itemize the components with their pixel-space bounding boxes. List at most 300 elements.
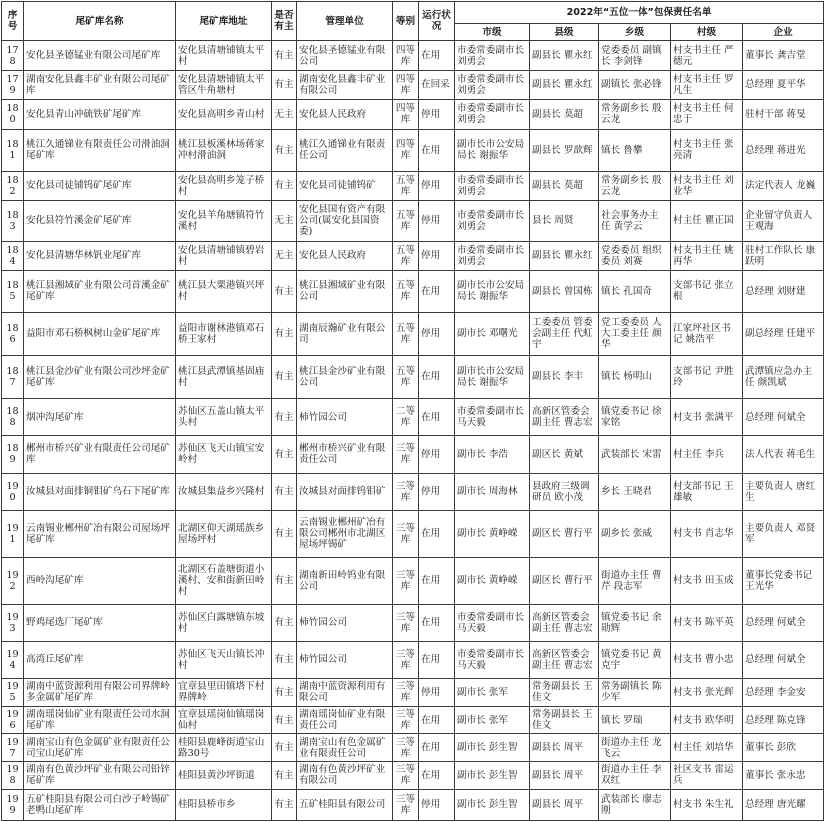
cell-name: 高湾丘尾矿库 xyxy=(24,641,176,678)
cell-township: 乡长 王晓君 xyxy=(599,473,671,510)
cell-township: 党委委员 副镇长 李剑锋 xyxy=(599,41,671,71)
cell-county: 工委委员 管委会副主任 代虹宇 xyxy=(530,312,599,355)
cell-city: 市委常委副市长 刘勇会 xyxy=(455,200,530,241)
cell-owner: 有主 xyxy=(272,604,297,641)
cell-status: 停用 xyxy=(419,789,455,820)
cell-township: 街道办主任 龙飞云 xyxy=(599,734,671,762)
table-row xyxy=(2,510,824,557)
cell-status: 在回采 xyxy=(419,71,455,100)
cell-grade: 三等库 xyxy=(393,734,419,762)
cell-village: 村主任 李兵 xyxy=(671,436,743,473)
col-header-seq: 序号 xyxy=(2,2,24,41)
cell-name: 安化县青山冲硫铁矿尾矿库 xyxy=(24,99,176,129)
cell-owner: 有主 xyxy=(272,679,297,707)
cell-county: 副县长 曾国栋 xyxy=(530,270,599,312)
cell-city: 副市长市公安局局长 谢振华 xyxy=(455,129,530,171)
cell-township: 镇长 孔国奇 xyxy=(599,270,671,312)
cell-county: 县长 周贤 xyxy=(530,200,599,241)
cell-seq: 187 xyxy=(2,355,24,398)
cell-address: 桂阳县黄沙坪街道 xyxy=(176,762,272,790)
cell-county: 副县长 瞿永红 xyxy=(530,41,599,71)
cell-status: 停用 xyxy=(419,99,455,129)
cell-seq: 184 xyxy=(2,241,24,270)
table-row xyxy=(2,604,824,641)
cell-status: 在用 xyxy=(419,399,455,436)
cell-owner: 有主 xyxy=(272,706,297,734)
cell-owner: 无主 xyxy=(272,99,297,129)
cell-village: 村支书 张光辉 xyxy=(671,679,743,707)
table-body xyxy=(2,41,824,821)
cell-address: 安化县清塘铺镇太平管区牛角塘村 xyxy=(176,71,272,100)
cell-township: 镇党委书记 徐家铭 xyxy=(599,399,671,436)
cell-county: 副区长 曹行平 xyxy=(530,510,599,557)
table-row xyxy=(2,41,824,71)
cell-grade: 三等库 xyxy=(393,789,419,820)
cell-address: 苏仙区飞天山镇长冲村 xyxy=(176,641,272,678)
cell-village: 村支书主任 罗凡生 xyxy=(671,71,743,100)
cell-city: 副市长 彭生智 xyxy=(455,734,530,762)
cell-name: 安化县圣德锰业有限公司尾矿库 xyxy=(24,41,176,71)
cell-mgmt: 湖南有色黄沙坪矿业有限公司 xyxy=(297,762,393,790)
cell-city: 副市长 张军 xyxy=(455,679,530,707)
table-row xyxy=(2,312,824,355)
cell-grade: 五等库 xyxy=(393,312,419,355)
cell-city: 市委常委副市长 刘勇会 xyxy=(455,99,530,129)
cell-owner: 有主 xyxy=(272,510,297,557)
cell-status: 在用 xyxy=(419,41,455,71)
cell-status: 停用 xyxy=(419,436,455,473)
cell-seq: 179 xyxy=(2,71,24,100)
cell-enterprise: 法定代表人 龙巍 xyxy=(743,171,824,200)
cell-enterprise: 董事长 龚吉堂 xyxy=(743,41,824,71)
cell-owner: 有主 xyxy=(272,789,297,820)
cell-county: 副区长 黄斌 xyxy=(530,436,599,473)
cell-mgmt: 柿竹园公司 xyxy=(297,641,393,678)
cell-seq: 195 xyxy=(2,679,24,707)
col-header-name: 尾矿库名称 xyxy=(24,2,176,41)
col-header-owner: 是否有主 xyxy=(272,2,297,41)
cell-enterprise: 总经理 何斌全 xyxy=(743,604,824,641)
cell-grade: 三等库 xyxy=(393,510,419,557)
cell-grade: 三等库 xyxy=(393,436,419,473)
cell-grade: 五等库 xyxy=(393,270,419,312)
cell-city: 副市长 张军 xyxy=(455,706,530,734)
cell-grade: 五等库 xyxy=(393,355,419,398)
col-header-status: 运行状况 xyxy=(419,2,455,41)
cell-seq: 198 xyxy=(2,762,24,790)
table-row xyxy=(2,355,824,398)
cell-seq: 181 xyxy=(2,129,24,171)
table-row xyxy=(2,557,824,604)
cell-name: 野鸡尾选厂尾矿库 xyxy=(24,604,176,641)
cell-status: 在用 xyxy=(419,604,455,641)
cell-mgmt: 湖南中蓝资源利用有限公司 xyxy=(297,679,393,707)
cell-village: 村支书 朱生礼 xyxy=(671,789,743,820)
cell-address: 桂阳县鹿峰街道宝山路30号 xyxy=(176,734,272,762)
cell-address: 苏仙区白露塘镇东坡村 xyxy=(176,604,272,641)
cell-grade: 四等库 xyxy=(393,71,419,100)
table-row xyxy=(2,71,824,100)
cell-grade: 三等库 xyxy=(393,641,419,678)
cell-name: 郴州市桥兴矿业有限责任公司尾矿库 xyxy=(24,436,176,473)
cell-seq: 180 xyxy=(2,99,24,129)
cell-name: 桃江县湘域矿业有限公司首溪金矿尾矿库 xyxy=(24,270,176,312)
col-header-village: 村级 xyxy=(671,24,743,41)
cell-township: 武装部长 宋雷 xyxy=(599,436,671,473)
cell-county: 副县长 周平 xyxy=(530,734,599,762)
cell-county: 副县长 周平 xyxy=(530,789,599,820)
cell-township: 街道办主任 李双红 xyxy=(599,762,671,790)
cell-mgmt: 湖南瑶岗仙矿业有限责任公司 xyxy=(297,706,393,734)
cell-city: 市委常委副市长 马天毅 xyxy=(455,641,530,678)
cell-village: 村支书主任 严德元 xyxy=(671,41,743,71)
cell-township: 常务副乡长 殷云龙 xyxy=(599,171,671,200)
cell-status: 停用 xyxy=(419,241,455,270)
cell-grade: 二等库 xyxy=(393,399,419,436)
cell-city: 市委常委副市长 刘勇会 xyxy=(455,71,530,100)
cell-mgmt: 安化县人民政府 xyxy=(297,241,393,270)
cell-village: 村支书主任 张亮清 xyxy=(671,129,743,171)
table-row xyxy=(2,436,824,473)
col-header-grade: 等别 xyxy=(393,2,419,41)
cell-city: 副市长 周海林 xyxy=(455,473,530,510)
cell-mgmt: 安化县国有资产有限公司(属安化县国资委) xyxy=(297,200,393,241)
cell-city: 市委常委副市长 马天毅 xyxy=(455,399,530,436)
cell-seq: 191 xyxy=(2,510,24,557)
cell-mgmt: 桃江县湘域矿业有限公司 xyxy=(297,270,393,312)
col-header-enterprise: 企业 xyxy=(743,24,824,41)
table-row xyxy=(2,641,824,678)
cell-seq: 194 xyxy=(2,641,24,678)
cell-village: 村支书主任 刘业华 xyxy=(671,171,743,200)
cell-enterprise: 主要负责人 邓贤军 xyxy=(743,510,824,557)
table-row xyxy=(2,734,824,762)
cell-owner: 有主 xyxy=(272,41,297,71)
cell-grade: 四等库 xyxy=(393,99,419,129)
cell-enterprise: 副总经理 任建平 xyxy=(743,312,824,355)
cell-status: 停用 xyxy=(419,171,455,200)
cell-seq: 190 xyxy=(2,473,24,510)
cell-name: 湖南中蓝资源利用有限公司界牌岭多金属矿尾矿库 xyxy=(24,679,176,707)
cell-city: 副市长市公安局局长 谢振华 xyxy=(455,270,530,312)
cell-address: 安化县羊角塘镇符竹溪村 xyxy=(176,200,272,241)
cell-enterprise: 总经理 何斌全 xyxy=(743,641,824,678)
cell-enterprise: 总经理 李金安 xyxy=(743,679,824,707)
cell-county: 副区长 曹行平 xyxy=(530,557,599,604)
cell-address: 安化县高明乡笼子桥村 xyxy=(176,171,272,200)
cell-seq: 199 xyxy=(2,789,24,820)
cell-owner: 有主 xyxy=(272,312,297,355)
cell-county: 县政府三级调研员 欧小茂 xyxy=(530,473,599,510)
col-header-county: 县级 xyxy=(530,24,599,41)
cell-seq: 186 xyxy=(2,312,24,355)
cell-county: 常务副县长 王佳文 xyxy=(530,679,599,707)
cell-city: 副市长 黄峥嵘 xyxy=(455,557,530,604)
cell-owner: 有主 xyxy=(272,762,297,790)
cell-grade: 五等库 xyxy=(393,241,419,270)
cell-county: 副县长 瞿永红 xyxy=(530,241,599,270)
cell-status: 在用 xyxy=(419,557,455,604)
cell-seq: 188 xyxy=(2,399,24,436)
cell-seq: 178 xyxy=(2,41,24,71)
cell-enterprise: 企业留守负责人 王观海 xyxy=(743,200,824,241)
cell-village: 村支书 张满平 xyxy=(671,399,743,436)
cell-owner: 有主 xyxy=(272,473,297,510)
cell-enterprise: 驻村工作队长 康跃明 xyxy=(743,241,824,270)
cell-enterprise: 驻村干部 蒋旻 xyxy=(743,99,824,129)
cell-village: 村支书 肖志华 xyxy=(671,510,743,557)
cell-owner: 有主 xyxy=(272,641,297,678)
cell-village: 支部书记 尹胜玲 xyxy=(671,355,743,398)
cell-owner: 有主 xyxy=(272,270,297,312)
cell-mgmt: 安化县司徒铺钨矿 xyxy=(297,171,393,200)
table-row xyxy=(2,99,824,129)
cell-city: 市委常委副市长 刘勇会 xyxy=(455,241,530,270)
cell-address: 益阳市谢林港镇邓石桥王家村 xyxy=(176,312,272,355)
cell-address: 苏仙区飞天山镇宝安岭村 xyxy=(176,436,272,473)
cell-address: 北湖区仰天湖瑶族乡屋场坪村 xyxy=(176,510,272,557)
cell-name: 云南锡业郴州矿冶有限公司屋场坪尾矿库 xyxy=(24,510,176,557)
cell-city: 副市长 李浩 xyxy=(455,436,530,473)
cell-address: 宜章县瑶岗仙镇瑶岗仙村 xyxy=(176,706,272,734)
cell-address: 宜章县里田镇塔下村界牌岭 xyxy=(176,679,272,707)
cell-name: 五矿桂阳县有限公司白沙子岭锡矿老鸭山尾矿库 xyxy=(24,789,176,820)
cell-mgmt: 郴州市桥兴矿业有限责任公司 xyxy=(297,436,393,473)
cell-township: 副乡长 张威 xyxy=(599,510,671,557)
cell-enterprise: 董事长 张永忠 xyxy=(743,762,824,790)
cell-village: 支部书记 张立根 xyxy=(671,270,743,312)
cell-county: 副县长 罗歆辉 xyxy=(530,129,599,171)
cell-city: 副市长 彭生智 xyxy=(455,789,530,820)
cell-name: 桃江县金沙矿业有限公司沙坪金矿尾矿库 xyxy=(24,355,176,398)
cell-status: 停用 xyxy=(419,473,455,510)
cell-grade: 五等库 xyxy=(393,200,419,241)
cell-name: 益阳市邓石桥枫树山金矿尾矿库 xyxy=(24,312,176,355)
cell-mgmt: 柿竹园公司 xyxy=(297,399,393,436)
cell-seq: 192 xyxy=(2,557,24,604)
cell-village: 村主任 瞿正国 xyxy=(671,200,743,241)
cell-grade: 三等库 xyxy=(393,762,419,790)
cell-name: 安化县司徒铺钨矿尾矿库 xyxy=(24,171,176,200)
cell-city: 市委常委副市长 刘勇会 xyxy=(455,171,530,200)
cell-city: 副市长市公安局局长 谢振华 xyxy=(455,355,530,398)
cell-owner: 有主 xyxy=(272,129,297,171)
table-row xyxy=(2,789,824,820)
cell-name: 湖南宝山有色金属矿业有限责任公司宝山尾矿库 xyxy=(24,734,176,762)
cell-city: 市委常委副市长 刘勇会 xyxy=(455,41,530,71)
cell-enterprise: 总经理 夏平华 xyxy=(743,71,824,100)
cell-owner: 有主 xyxy=(272,71,297,100)
cell-status: 停用 xyxy=(419,679,455,707)
cell-township: 党工委委员 人大工委主任 颜华 xyxy=(599,312,671,355)
cell-mgmt: 汝城县对面排钨钼矿 xyxy=(297,473,393,510)
cell-mgmt: 五矿桂阳县有限公司 xyxy=(297,789,393,820)
cell-seq: 182 xyxy=(2,171,24,200)
cell-village: 村主任 刘培华 xyxy=(671,734,743,762)
cell-status: 在用 xyxy=(419,129,455,171)
cell-status: 在用 xyxy=(419,510,455,557)
cell-owner: 有主 xyxy=(272,436,297,473)
cell-address: 苏仙区五盖山镇太平头村 xyxy=(176,399,272,436)
col-header-responsible-group: 2022年“五位一体”包保责任名单 xyxy=(455,2,824,24)
table-row xyxy=(2,241,824,270)
cell-enterprise: 董事长党委书记 王光华 xyxy=(743,557,824,604)
cell-name: 湖南瑶岗仙矿业有限责任公司水洞尾矿库 xyxy=(24,706,176,734)
cell-owner: 无主 xyxy=(272,241,297,270)
cell-grade: 四等库 xyxy=(393,41,419,71)
cell-mgmt: 桃江久通锑业有限责任公司 xyxy=(297,129,393,171)
cell-owner: 有主 xyxy=(272,355,297,398)
table-row xyxy=(2,679,824,707)
table-row xyxy=(2,762,824,790)
cell-name: 安化县清塘华林钒业尾矿库 xyxy=(24,241,176,270)
cell-name: 安化县符竹溪金矿尾矿库 xyxy=(24,200,176,241)
cell-county: 高新区管委会副主任 曹志宏 xyxy=(530,641,599,678)
cell-seq: 196 xyxy=(2,706,24,734)
cell-village: 村支书主任 何忠于 xyxy=(671,99,743,129)
cell-village: 村支书 欧华明 xyxy=(671,706,743,734)
cell-county: 副县长 莫超 xyxy=(530,99,599,129)
cell-mgmt: 湖南新田岭钨业有限公司 xyxy=(297,557,393,604)
table-row xyxy=(2,270,824,312)
cell-township: 街道办主任 曹芹 段志军 xyxy=(599,557,671,604)
cell-name: 汝城县对面排铜钼矿乌石下尾矿库 xyxy=(24,473,176,510)
cell-enterprise: 董事长 彭欣 xyxy=(743,734,824,762)
cell-address: 桃江县板溪林场蒋家冲村滑油洞 xyxy=(176,129,272,171)
table-row xyxy=(2,399,824,436)
cell-village: 江家坪社区书记 姚浩平 xyxy=(671,312,743,355)
cell-address: 桃江县武潭镇基固庙村 xyxy=(176,355,272,398)
cell-name: 湖南有色黄沙坪矿业有限公司铅锌尾矿库 xyxy=(24,762,176,790)
cell-mgmt: 湖南辰瀚矿业有限公司 xyxy=(297,312,393,355)
col-header-address: 尾矿库地址 xyxy=(176,2,272,41)
cell-township: 武装部长 廖志刚 xyxy=(599,789,671,820)
cell-county: 高新区管委会副主任 曹志宏 xyxy=(530,604,599,641)
cell-name: 西岭沟尾矿库 xyxy=(24,557,176,604)
table-row xyxy=(2,129,824,171)
cell-status: 停用 xyxy=(419,200,455,241)
cell-address: 桃江县大栗港镇兴坪村 xyxy=(176,270,272,312)
cell-name: 湖南安化县鑫丰矿业有限公司尾矿库 xyxy=(24,71,176,100)
cell-township: 镇党委书记 余勋辉 xyxy=(599,604,671,641)
cell-owner: 有主 xyxy=(272,399,297,436)
header-row-top xyxy=(2,2,824,24)
cell-seq: 183 xyxy=(2,200,24,241)
cell-owner: 有主 xyxy=(272,171,297,200)
cell-mgmt: 湖南宝山有色金属矿业有限责任公司 xyxy=(297,734,393,762)
cell-address: 安化县清塘铺镇碧岩村 xyxy=(176,241,272,270)
cell-address: 安化县清塘铺镇太平村 xyxy=(176,41,272,71)
cell-seq: 185 xyxy=(2,270,24,312)
cell-grade: 三等库 xyxy=(393,679,419,707)
cell-township: 镇长 鲁攀 xyxy=(599,129,671,171)
cell-township: 镇长 罗瑞 xyxy=(599,706,671,734)
cell-grade: 五等库 xyxy=(393,171,419,200)
col-header-mgmt: 管理单位 xyxy=(297,2,393,41)
cell-grade: 四等库 xyxy=(393,129,419,171)
cell-grade: 三等库 xyxy=(393,473,419,510)
cell-seq: 197 xyxy=(2,734,24,762)
cell-county: 副县长 李丰 xyxy=(530,355,599,398)
cell-grade: 三等库 xyxy=(393,706,419,734)
cell-address: 安化县高明乡青山村 xyxy=(176,99,272,129)
cell-seq: 193 xyxy=(2,604,24,641)
cell-grade: 三等库 xyxy=(393,604,419,641)
cell-village: 社区支书 雷运兵 xyxy=(671,762,743,790)
cell-township: 常务副镇长 陈少军 xyxy=(599,679,671,707)
cell-name: 桃江久通锑业有限责任公司滑油洞尾矿库 xyxy=(24,129,176,171)
cell-mgmt: 云南锡业郴州矿冶有限公司郴州市北湖区屋场坪锡矿 xyxy=(297,510,393,557)
cell-status: 在用 xyxy=(419,734,455,762)
cell-mgmt: 柿竹园公司 xyxy=(297,604,393,641)
cell-mgmt: 安化县人民政府 xyxy=(297,99,393,129)
table-row xyxy=(2,200,824,241)
cell-enterprise: 总经理 陈克锋 xyxy=(743,706,824,734)
col-header-township: 乡级 xyxy=(599,24,671,41)
cell-township: 常务副乡长 殷云龙 xyxy=(599,99,671,129)
cell-county: 常务副县长 王佳文 xyxy=(530,706,599,734)
cell-mgmt: 安化县圣德锰业有限公司 xyxy=(297,41,393,71)
cell-city: 市委常委副市长 马天毅 xyxy=(455,604,530,641)
cell-enterprise: 总经理 何斌全 xyxy=(743,399,824,436)
cell-status: 在用 xyxy=(419,641,455,678)
cell-status: 在用 xyxy=(419,762,455,790)
cell-mgmt: 桃江县金沙矿业有限公司 xyxy=(297,355,393,398)
cell-enterprise: 总经理 唐光耀 xyxy=(743,789,824,820)
cell-enterprise: 武潭镇应急办主任 颜凯斌 xyxy=(743,355,824,398)
cell-status: 在用 xyxy=(419,355,455,398)
cell-city: 副市长 黄峥嵘 xyxy=(455,510,530,557)
cell-grade: 三等库 xyxy=(393,557,419,604)
cell-city: 副市长 彭生智 xyxy=(455,762,530,790)
cell-county: 高新区管委会副主任 曹志宏 xyxy=(530,399,599,436)
cell-address: 北湖区石盖塘街道小溪村、安和街新田岭村 xyxy=(176,557,272,604)
col-header-city: 市级 xyxy=(455,24,530,41)
cell-enterprise: 总经理 蒋进光 xyxy=(743,129,824,171)
tailings-responsibility-table xyxy=(1,1,824,821)
cell-township: 党委委员 组织委员 刘赛 xyxy=(599,241,671,270)
cell-owner: 无主 xyxy=(272,200,297,241)
cell-enterprise: 总经理 刘财建 xyxy=(743,270,824,312)
table-row xyxy=(2,473,824,510)
table-row xyxy=(2,706,824,734)
cell-village: 村支部书记 王雄敏 xyxy=(671,473,743,510)
cell-address: 桂阳县桥市乡 xyxy=(176,789,272,820)
cell-township: 镇党委书记 黄克宇 xyxy=(599,641,671,678)
cell-county: 副县长 莫超 xyxy=(530,171,599,200)
cell-owner: 有主 xyxy=(272,734,297,762)
cell-name: 烟冲沟尾矿库 xyxy=(24,399,176,436)
cell-township: 副镇长 张必锋 xyxy=(599,71,671,100)
cell-city: 副市长 邓曙光 xyxy=(455,312,530,355)
cell-seq: 189 xyxy=(2,436,24,473)
cell-village: 村支书主任 姚再华 xyxy=(671,241,743,270)
cell-township: 镇长 杨明山 xyxy=(599,355,671,398)
cell-status: 在用 xyxy=(419,706,455,734)
cell-village: 村支书 曹小忠 xyxy=(671,641,743,678)
cell-enterprise: 主要负责人 唐红生 xyxy=(743,473,824,510)
cell-mgmt: 湖南安化县鑫丰矿业有限公司 xyxy=(297,71,393,100)
cell-status: 在用 xyxy=(419,270,455,312)
cell-county: 副县长 瞿永红 xyxy=(530,71,599,100)
table-row xyxy=(2,171,824,200)
cell-address: 汝城县集益乡兴隆村 xyxy=(176,473,272,510)
cell-status: 停用 xyxy=(419,312,455,355)
cell-township: 社会事务办主任 黄学云 xyxy=(599,200,671,241)
cell-village: 村支书 田玉成 xyxy=(671,557,743,604)
cell-village: 村支书 陈平英 xyxy=(671,604,743,641)
cell-owner: 有主 xyxy=(272,557,297,604)
